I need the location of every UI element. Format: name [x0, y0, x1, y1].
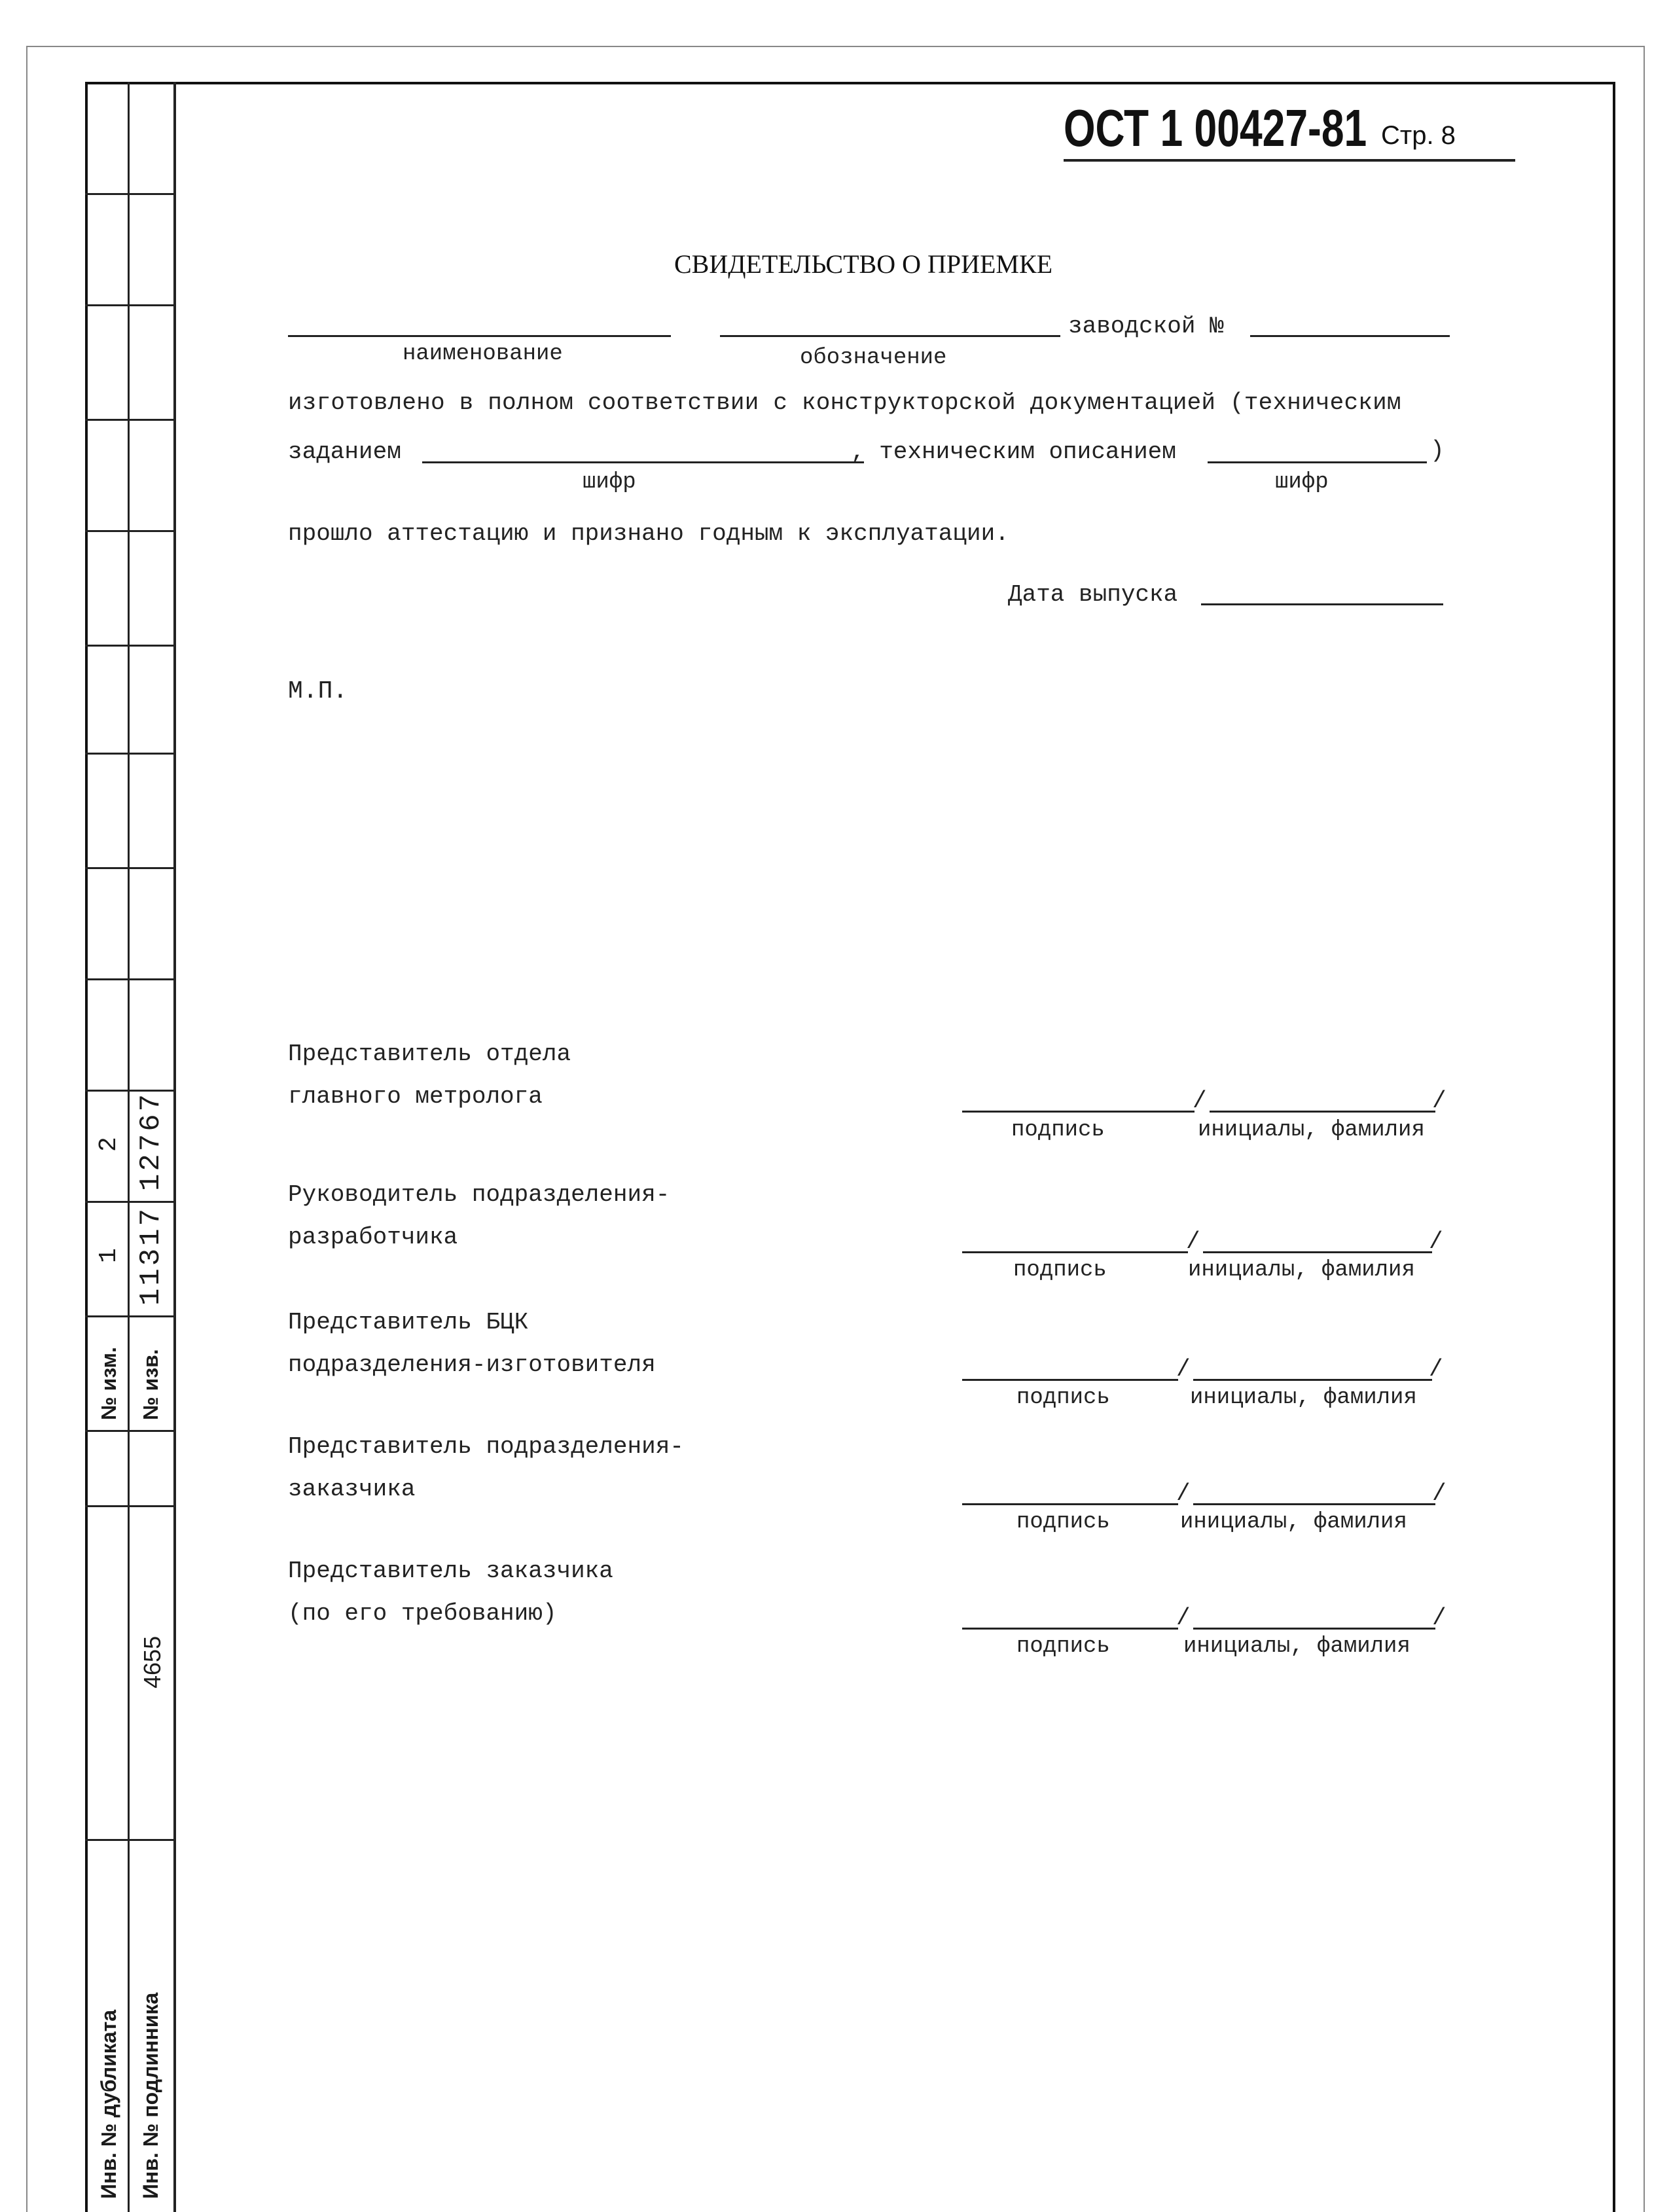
- name-line: [1193, 1628, 1435, 1630]
- close-paren: ): [1430, 437, 1445, 464]
- stamp-line: [85, 530, 173, 532]
- field-zavodskoy-line: [1250, 335, 1450, 337]
- stamp-line: [85, 753, 173, 755]
- stamp-line: [85, 1315, 173, 1317]
- stamp-place-mp: М.П.: [288, 677, 348, 705]
- name-caption: инициалы, фамилия: [1190, 1385, 1417, 1410]
- field-oboznachenie-line: [720, 335, 1060, 337]
- slash: /: [1176, 1480, 1191, 1507]
- tech-opisaniem-label: , техническим описанием: [851, 438, 1176, 465]
- signatory-title-line2: разработчика: [288, 1224, 458, 1251]
- date-label: Дата выпуска: [1008, 581, 1178, 608]
- stamp-izv-11317: 11317: [135, 1205, 168, 1306]
- slash: /: [1432, 1480, 1446, 1507]
- signature-caption: подпись: [1013, 1258, 1107, 1283]
- name-line: [1203, 1251, 1432, 1253]
- stamp-line: [85, 419, 173, 421]
- shifr1-caption: шифр: [583, 470, 636, 495]
- zadaniem-label: заданием: [288, 438, 401, 465]
- signature-caption: подпись: [1016, 1510, 1110, 1535]
- signature-caption: подпись: [1016, 1385, 1110, 1410]
- document-code: ОСТ 1 00427-81: [1064, 99, 1367, 157]
- stamp-divider-outer: [173, 82, 176, 2212]
- signatory-title-line1: Руководитель подразделения-: [288, 1181, 670, 1208]
- shifr2-caption: шифр: [1275, 470, 1329, 495]
- field-date-line: [1201, 603, 1443, 605]
- signatory-title-line2: подразделения-изготовителя: [288, 1351, 656, 1378]
- signature-caption: подпись: [1016, 1634, 1110, 1659]
- name-caption: инициалы, фамилия: [1188, 1258, 1415, 1283]
- slash: /: [1432, 1605, 1446, 1632]
- stamp-inv-dubl-label: Инв. № дубликата: [97, 2009, 120, 2199]
- signature-line: [962, 1111, 1195, 1113]
- stamp-izm-2: 2: [95, 1137, 123, 1152]
- stamp-line: [85, 193, 173, 195]
- signatory-title-line2: (по его требованию): [288, 1600, 557, 1627]
- oboznachenie-caption: обозначение: [800, 346, 947, 370]
- signatory-title-line2: главного метролога: [288, 1083, 543, 1110]
- signatory-title-line1: Представитель БЦК: [288, 1309, 529, 1336]
- name-line: [1193, 1503, 1435, 1505]
- stamp-izm-label: № изм.: [97, 1347, 120, 1420]
- body-line-4: прошло аттестацию и признано годным к эксплуатации.: [288, 520, 1009, 547]
- body-line-2: изготовлено в полном соответствии с конструкторской документацией (техническим: [288, 389, 1401, 416]
- signatory-title-line2: заказчика: [288, 1476, 416, 1503]
- name-line: [1193, 1379, 1432, 1381]
- field-naimenovanie-line: [288, 335, 671, 337]
- slash: /: [1429, 1356, 1443, 1383]
- stamp-line: [85, 867, 173, 869]
- name-caption: инициалы, фамилия: [1198, 1118, 1425, 1143]
- stamp-line: [85, 304, 173, 306]
- name-caption: инициалы, фамилия: [1183, 1634, 1410, 1659]
- slash: /: [1432, 1088, 1446, 1115]
- signature-line: [962, 1379, 1178, 1381]
- signatory-title-line1: Представитель заказчика: [288, 1558, 613, 1584]
- page-number: Стр. 8: [1381, 121, 1456, 150]
- signature-line: [962, 1628, 1178, 1630]
- signature-line: [962, 1251, 1188, 1253]
- stamp-line: [85, 1839, 173, 1841]
- stamp-inv-podl-value: 4655: [139, 1635, 166, 1688]
- stamp-izv-12767: 12767: [135, 1091, 168, 1191]
- slash: /: [1176, 1356, 1191, 1383]
- name-line: [1210, 1111, 1435, 1113]
- stamp-line: [85, 645, 173, 647]
- name-caption: инициалы, фамилия: [1180, 1510, 1407, 1535]
- stamp-line: [85, 1430, 173, 1432]
- stamp-line: [85, 1201, 173, 1203]
- field-shifr1-line: [422, 461, 864, 463]
- signatory-title-line1: Представитель отдела: [288, 1041, 571, 1067]
- field-shifr2-line: [1208, 461, 1427, 463]
- signature-line: [962, 1503, 1178, 1505]
- stamp-line: [85, 978, 173, 980]
- stamp-izv-label: № изв.: [139, 1349, 162, 1420]
- stamp-inv-podl-label: Инв. № подлинника: [139, 1992, 162, 2199]
- document-title: СВИДЕТЕЛЬСТВО О ПРИЕМКЕ: [674, 249, 1053, 279]
- naimenovanie-caption: наименование: [403, 342, 563, 366]
- signature-caption: подпись: [1011, 1118, 1105, 1143]
- slash: /: [1176, 1605, 1191, 1632]
- header-underline: [1064, 159, 1515, 162]
- stamp-line: [85, 1505, 173, 1507]
- signatory-title-line1: Представитель подразделения-: [288, 1433, 684, 1460]
- stamp-izm-1: 1: [95, 1248, 123, 1263]
- slash: /: [1429, 1228, 1443, 1255]
- zavodskoy-label: заводской №: [1068, 313, 1224, 340]
- slash: /: [1186, 1228, 1200, 1255]
- stamp-divider-inner: [128, 82, 130, 2212]
- slash: /: [1193, 1088, 1207, 1115]
